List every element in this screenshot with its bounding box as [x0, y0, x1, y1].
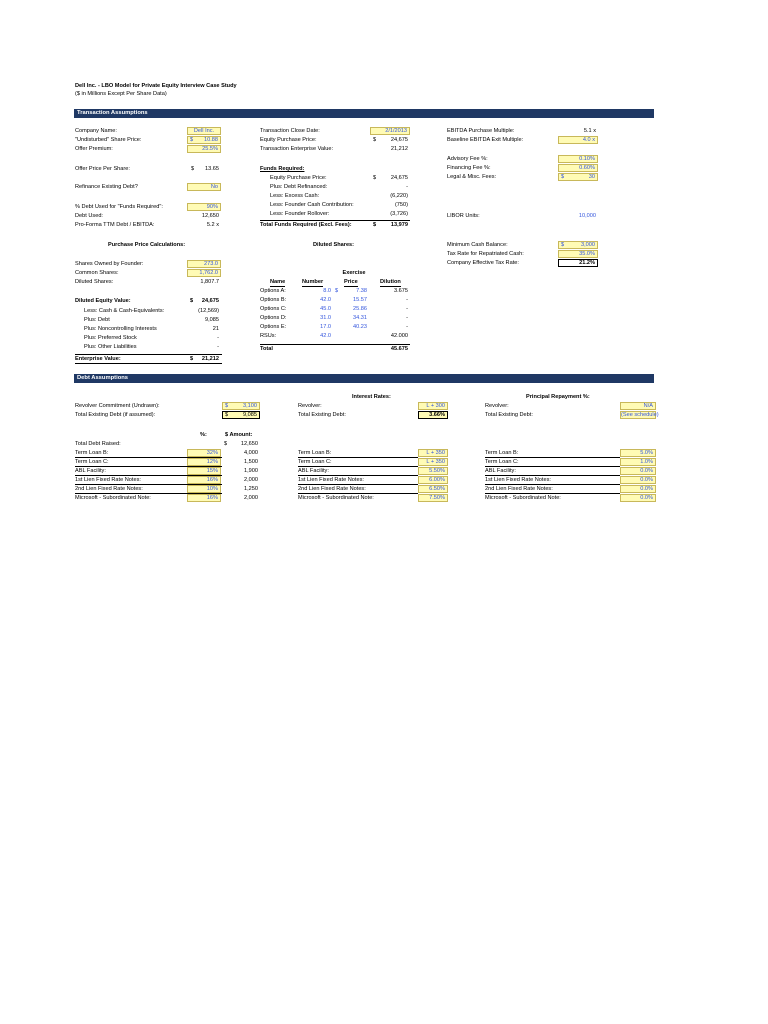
- diluted-equity-value: 24,675: [201, 298, 219, 304]
- undisturbed-price-input[interactable]: [187, 136, 221, 144]
- diluted-equity-label: Diluted Equity Value:: [75, 298, 131, 304]
- tranche-label: Term Loan C:: [75, 458, 222, 467]
- exit-multiple-input[interactable]: 4.0 x: [558, 136, 598, 144]
- interest-rates-header: Interest Rates:: [352, 394, 391, 400]
- tranche-repay-label: ABL Facility:: [485, 467, 620, 476]
- debt-assumptions-banner: Debt Assumptions: [74, 374, 654, 383]
- offer-price-currency: $: [191, 166, 195, 172]
- tranche-repay-label: Term Loan B:: [485, 449, 620, 458]
- ev-bridge-row-value: -: [217, 335, 219, 341]
- revolver-commit-input[interactable]: [222, 402, 260, 410]
- funds-row-value: (750): [394, 202, 408, 208]
- purchase-calc-header: Purchase Price Calculations:: [108, 242, 186, 248]
- equity-price-label: Equity Purchase Price:: [260, 137, 317, 143]
- existing-repay-input[interactable]: (See schedule): [621, 412, 659, 418]
- diluted-total-label: Total: [260, 346, 273, 352]
- pct-debt-input[interactable]: 90%: [187, 203, 221, 211]
- diluted-total-value: 45.675: [390, 346, 408, 352]
- funds-row-currency: $: [373, 175, 377, 181]
- offer-premium-label: Offer Premium:: [75, 146, 113, 152]
- legal-fees-input[interactable]: [558, 173, 598, 181]
- option-dilution: 3.675: [394, 288, 408, 294]
- tax-rate-value: 21.2%: [558, 259, 598, 267]
- tranche-repay-label: Term Loan C:: [485, 458, 620, 467]
- tranche-rate-input[interactable]: 6.50%: [418, 485, 448, 493]
- option-name: Options C:: [260, 306, 287, 312]
- funds-total-label: Total Funds Required (Excl. Fees):: [260, 222, 352, 228]
- tranche-rate-input[interactable]: L + 350: [418, 449, 448, 457]
- option-price[interactable]: 25.86: [353, 306, 367, 312]
- option-number[interactable]: 42.0: [320, 333, 331, 339]
- proforma-value: 5.2 x: [206, 222, 219, 228]
- option-name: RSUs:: [260, 333, 277, 339]
- tranche-label: 1st Lien Fixed Rate Notes:: [75, 476, 222, 485]
- founder-shares-label: Shares Owned by Founder:: [75, 261, 144, 267]
- ev-bridge-row-label: Plus: Noncontrolling Interests: [84, 326, 157, 332]
- tranche-repay-input[interactable]: 0.0%: [620, 485, 656, 493]
- advisory-fee-label: Advisory Fee %:: [447, 156, 488, 162]
- option-price[interactable]: 40.23: [353, 324, 367, 330]
- tranche-rate-label: Microsoft - Subordinated Note:: [298, 495, 374, 501]
- option-price[interactable]: 7.38: [356, 288, 367, 294]
- ev-bridge-row-value: -: [217, 344, 219, 350]
- tranche-rate-input[interactable]: 7.50%: [418, 494, 448, 502]
- revolver-commit-label: Revolver Commitment (Undrawn):: [75, 403, 160, 409]
- option-name: Options A:: [260, 288, 286, 294]
- ev-bridge-row-label: Plus: Other Liabilities: [84, 344, 137, 350]
- undisturbed-price-label: "Undisturbed" Share Price:: [75, 137, 142, 143]
- financing-fee-label: Financing Fee %:: [447, 165, 491, 171]
- funds-row-label: Less: Founder Rollover:: [270, 211, 330, 217]
- tranche-amount: 2,000: [244, 495, 258, 501]
- diluted-shares-label: Diluted Shares:: [75, 279, 114, 285]
- option-number[interactable]: 17.0: [320, 324, 331, 330]
- currency-symbol: $: [225, 412, 229, 418]
- enterprise-value-label: Enterprise Value:: [75, 356, 121, 362]
- offer-premium-input[interactable]: 25.5%: [187, 145, 221, 153]
- page-title: Dell Inc. - LBO Model for Private Equity Interview Case Study: [75, 83, 237, 89]
- repatriated-input[interactable]: 35.0%: [558, 250, 598, 258]
- tranche-repay-input[interactable]: 0.0%: [620, 467, 656, 475]
- currency-symbol: $: [561, 174, 565, 180]
- tranche-repay-label: 2nd Lien Fixed Rate Notes:: [485, 485, 620, 494]
- tranche-amount: 1,900: [244, 468, 258, 474]
- option-currency: $: [335, 288, 339, 294]
- min-cash-label: Minimum Cash Balance:: [447, 242, 508, 248]
- tranche-amount: 2,000: [244, 477, 258, 483]
- existing-rate-label: Total Existing Debt:: [298, 412, 346, 418]
- option-name: Options E:: [260, 324, 287, 330]
- currency-symbol: $: [190, 137, 194, 143]
- col-number-header: Number: [302, 279, 324, 285]
- tranche-pct-input[interactable]: 32%: [187, 449, 221, 457]
- tranche-label: Microsoft - Subordinated Note:: [75, 495, 151, 501]
- exercise-col-header: Exercise: [342, 270, 366, 276]
- company-name-input[interactable]: Dell Inc.: [187, 127, 221, 135]
- legal-fees-label: Legal & Misc. Fees:: [447, 174, 497, 180]
- tranche-rate-input[interactable]: 6.00%: [418, 476, 448, 484]
- equity-price-currency: $: [373, 137, 377, 143]
- close-date-input[interactable]: 2/1/2013: [370, 127, 410, 135]
- min-cash-input[interactable]: [558, 241, 598, 249]
- tranche-repay-label: Microsoft - Subordinated Note:: [485, 495, 561, 501]
- min-cash-value: 3,000: [581, 242, 595, 248]
- tranche-rate-label: Term Loan B:: [298, 449, 418, 458]
- ev-bottom-rule: [75, 363, 222, 364]
- tranche-repay-input[interactable]: 0.0%: [620, 494, 656, 502]
- tranche-rate-input[interactable]: L + 350: [418, 458, 448, 466]
- existing-debt-value: 9,085: [243, 412, 257, 418]
- option-number[interactable]: 45.0: [320, 306, 331, 312]
- revolver-rate-input[interactable]: L + 300: [418, 402, 448, 410]
- tax-rate-label: Company Effective Tax Rate:: [447, 260, 519, 266]
- option-dilution: -: [406, 315, 408, 321]
- col-name-header: Name: [270, 279, 286, 285]
- principal-header: Principal Repayment %:: [526, 394, 590, 400]
- enterprise-value-value: 21,212: [201, 356, 219, 362]
- debt-raised-label: Total Debt Raised:: [75, 441, 121, 447]
- option-dilution: -: [406, 324, 408, 330]
- existing-debt-label: Total Existing Debt (if assumed):: [75, 412, 156, 418]
- revolver-commit-value: 3,100: [243, 403, 257, 409]
- transaction-assumptions-banner: Transaction Assumptions: [74, 109, 654, 118]
- existing-repay-label: Total Existing Debt:: [485, 412, 533, 418]
- tranche-pct-input[interactable]: 12%: [187, 458, 221, 466]
- option-dilution: -: [406, 297, 408, 303]
- refinance-input[interactable]: No: [187, 183, 221, 191]
- close-date-label: Transaction Close Date:: [260, 128, 320, 134]
- existing-debt-value-box: [222, 411, 260, 419]
- advisory-fee-input[interactable]: 0.10%: [558, 155, 598, 163]
- founder-shares-input[interactable]: 273.0: [187, 260, 221, 268]
- currency-symbol: $: [225, 403, 229, 409]
- tranche-amount: 1,250: [244, 486, 258, 492]
- refinance-label: Refinance Existing Debt?: [75, 184, 138, 190]
- funds-required-header: Funds Required:: [260, 166, 305, 172]
- col-dilution-header: Dilution: [380, 279, 401, 285]
- financing-fee-input[interactable]: 0.60%: [558, 164, 598, 172]
- tranche-label: ABL Facility:: [75, 467, 222, 476]
- option-number[interactable]: 31.0: [320, 315, 331, 321]
- common-shares-input[interactable]: 1,762.0: [187, 269, 221, 277]
- diluted-shares-header: Diluted Shares:: [313, 242, 355, 248]
- option-name: Options D:: [260, 315, 287, 321]
- repatriated-label: Tax Rate for Repatriated Cash:: [447, 251, 524, 257]
- option-dilution: 42.000: [390, 333, 408, 339]
- funds-row-value: 24,675: [390, 175, 408, 181]
- diluted-shares-value: 1,807.7: [200, 279, 219, 285]
- funds-row-label: Plus: Debt Refinanced:: [270, 184, 328, 190]
- tranche-repay-input[interactable]: 5.0%: [620, 449, 656, 457]
- tranche-amount: 4,000: [244, 450, 258, 456]
- ebitda-multiple-label: EBITDA Purchase Multiple:: [447, 128, 515, 134]
- offer-price-value: 13.65: [205, 166, 219, 172]
- ev-bridge-row-value: 9,085: [205, 317, 219, 323]
- revolver-rate-label: Revolver:: [298, 403, 322, 409]
- proforma-label: Pro-Forma TTM Debt / EBITDA:: [75, 222, 155, 228]
- option-dilution: -: [406, 306, 408, 312]
- tranche-repay-label: 1st Lien Fixed Rate Notes:: [485, 476, 620, 485]
- funds-row-label: Equity Purchase Price:: [270, 175, 327, 181]
- option-price[interactable]: 15.57: [353, 297, 367, 303]
- funds-row-label: Less: Excess Cash:: [270, 193, 320, 199]
- common-shares-label: Common Shares:: [75, 270, 119, 276]
- option-number[interactable]: 42.0: [320, 297, 331, 303]
- funds-row-value: -: [406, 184, 408, 190]
- debt-raised-currency: $: [224, 441, 228, 447]
- option-price[interactable]: 34.31: [353, 315, 367, 321]
- debt-raised-value: 12,650: [240, 441, 258, 447]
- col-price-header: Price: [344, 279, 358, 285]
- tranche-rate-label: 2nd Lien Fixed Rate Notes:: [298, 485, 418, 494]
- offer-price-label: Offer Price Per Share:: [75, 166, 130, 172]
- funds-total-currency: $: [373, 222, 377, 228]
- company-name-label: Company Name:: [75, 128, 117, 134]
- pct-header: %:: [200, 432, 207, 438]
- option-name: Options B:: [260, 297, 287, 303]
- funds-row-value: (3,726): [390, 211, 408, 217]
- ev-bridge-row-value: (12,569): [198, 308, 219, 314]
- undisturbed-price-value: 10.88: [204, 137, 218, 143]
- libor-label: LIBOR Units:: [447, 213, 480, 219]
- funds-total-value: 13,979: [390, 222, 408, 228]
- tranche-pct-input[interactable]: 10%: [187, 485, 221, 493]
- tranche-repay-input[interactable]: 0.0%: [620, 476, 656, 484]
- tranche-pct-input[interactable]: 16%: [187, 476, 221, 484]
- revolver-repay-input[interactable]: N/A: [620, 402, 656, 410]
- pct-debt-label: % Debt Used for "Funds Required":: [75, 204, 163, 210]
- ebitda-multiple-value: 5.1 x: [583, 128, 596, 134]
- option-number[interactable]: 8.0: [323, 288, 331, 294]
- tranche-rate-input[interactable]: 5.50%: [418, 467, 448, 475]
- revolver-repay-label: Revolver:: [485, 403, 509, 409]
- libor-value: 10,000: [578, 213, 596, 219]
- funds-row-label: Less: Founder Cash Contribution:: [270, 202, 354, 208]
- ev-bridge-row-value: 21: [212, 326, 219, 332]
- amount-header: $ Amount:: [225, 432, 253, 438]
- tranche-label: 2nd Lien Fixed Rate Notes:: [75, 485, 222, 494]
- page-subtitle: ($ in Millions Except Per Share Data): [75, 91, 167, 97]
- equity-price-value: 24,675: [390, 137, 408, 143]
- diluted-equity-currency: $: [190, 298, 194, 304]
- debt-used-label: Debt Used:: [75, 213, 103, 219]
- tranche-pct-input[interactable]: 15%: [187, 467, 221, 475]
- tev-value: 21,212: [390, 146, 408, 152]
- tranche-pct-input[interactable]: 16%: [187, 494, 221, 502]
- ev-bridge-row-label: Plus: Preferred Stock: [84, 335, 137, 341]
- ev-bridge-row-label: Less: Cash & Cash-Equivalents:: [84, 308, 165, 314]
- tranche-label: Term Loan B:: [75, 449, 222, 458]
- debt-used-value: 12,650: [201, 213, 219, 219]
- existing-rate-value: 3.66%: [418, 411, 448, 419]
- currency-symbol: $: [561, 242, 565, 248]
- legal-fees-value: 30: [588, 174, 595, 180]
- funds-row-value: (6,220): [390, 193, 408, 199]
- enterprise-value-currency: $: [190, 356, 194, 362]
- tranche-rate-label: Term Loan C:: [298, 458, 418, 467]
- tranche-repay-input[interactable]: 1.0%: [620, 458, 656, 466]
- ev-bridge-row-label: Plus: Debt: [84, 317, 110, 323]
- tev-label: Transaction Enterprise Value:: [260, 146, 334, 152]
- tranche-rate-label: 1st Lien Fixed Rate Notes:: [298, 476, 418, 485]
- exit-multiple-label: Baseline EBITDA Exit Multiple:: [447, 137, 524, 143]
- tranche-rate-label: ABL Facility:: [298, 467, 418, 476]
- tranche-amount: 1,500: [244, 459, 258, 465]
